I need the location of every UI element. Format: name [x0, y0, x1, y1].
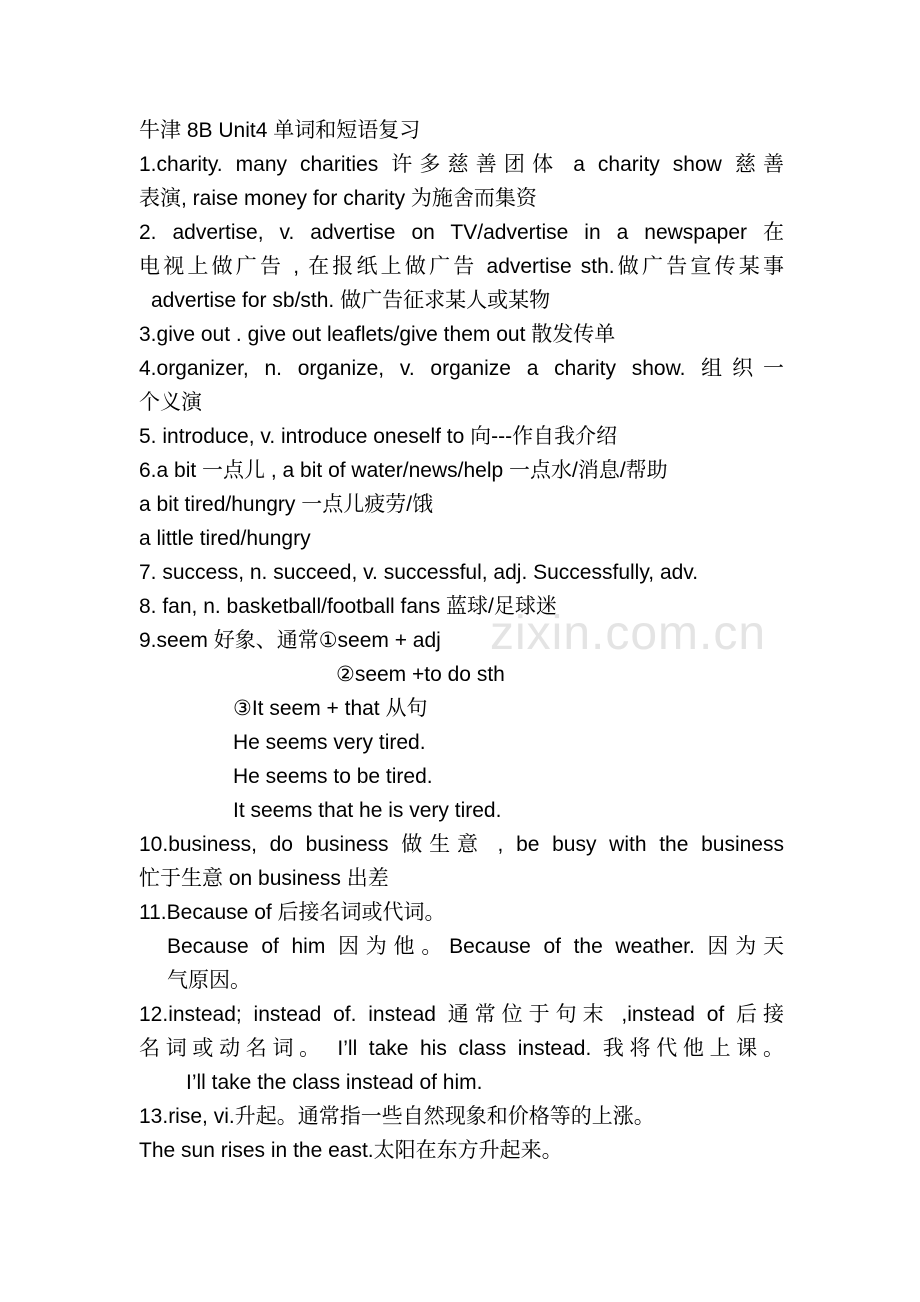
text-line: 2. advertise, v. advertise on TV/advertise in a newspaper 在 — [139, 221, 784, 244]
text-line: 8. fan, n. basketball/football fans 蓝球/足球迷 — [139, 595, 557, 618]
text-line: 6.a bit 一点儿 , a bit of water/news/help 一点水/消息/帮助 — [139, 459, 668, 482]
text-line: He seems very tired. — [233, 731, 426, 754]
text-line: It seems that he is very tired. — [233, 799, 502, 822]
document-body — [139, 114, 784, 1168]
text-line: 电视上做广告 , 在报纸上做广告 advertise sth.做广告宣传某事 — [139, 255, 784, 278]
text-line: ③It seem + that 从句 — [233, 697, 428, 720]
text-line: 忙于生意 on business 出差 — [139, 867, 389, 890]
text-line: 11.Because of 后接名词或代词。 — [139, 901, 446, 924]
text-line: 9.seem 好象、通常①seem + adj — [139, 629, 441, 652]
text-line: 10.business, do business 做生意 , be busy with the business — [139, 833, 784, 856]
text-line: 7. success, n. succeed, v. successful, adj. Successfully, adv. — [139, 561, 699, 584]
text-line: 4.organizer, n. organize, v. organize a charity show. 组织一 — [139, 357, 784, 380]
text-line: 13.rise, vi.升起。通常指一些自然现象和价格等的上涨。 — [139, 1105, 655, 1128]
text-line: ②seem +to do sth — [336, 663, 505, 686]
text-line: 气原因。 — [167, 969, 251, 992]
text-line: I’ll take the class instead of him. — [186, 1071, 483, 1094]
text-line: a little tired/hungry — [139, 527, 311, 550]
text-line: 表演, raise money for charity 为施舍而集资 — [139, 187, 537, 210]
watermark: zixin.com.cn — [490, 607, 767, 660]
document-title: 牛津 8B Unit4 单词和短语复习 — [139, 119, 421, 142]
text-line: Because of him 因为他。Because of the weather. 因为天 — [167, 935, 784, 958]
text-line: 个义演 — [139, 391, 202, 414]
text-line: advertise for sb/sth. 做广告征求某人或某物 — [151, 289, 551, 312]
text-line: The sun rises in the east.太阳在东方升起来。 — [139, 1139, 563, 1162]
text-line: 3.give out . give out leaflets/give them out 散发传单 — [139, 323, 616, 346]
text-line: 5. introduce, v. introduce oneself to 向---作自我介绍 — [139, 425, 618, 448]
text-line: 1.charity. many charities 许多慈善团体 a charity show 慈善 — [139, 153, 784, 176]
text-line: 名词或动名词。 I’ll take his class instead. 我将代他上课。 — [139, 1037, 784, 1060]
text-line: He seems to be tired. — [233, 765, 433, 788]
text-line: 12.instead; instead of. instead 通常位于句末 ,instead of 后接 — [139, 1003, 784, 1026]
text-line: a bit tired/hungry 一点儿疲劳/饿 — [139, 493, 434, 516]
